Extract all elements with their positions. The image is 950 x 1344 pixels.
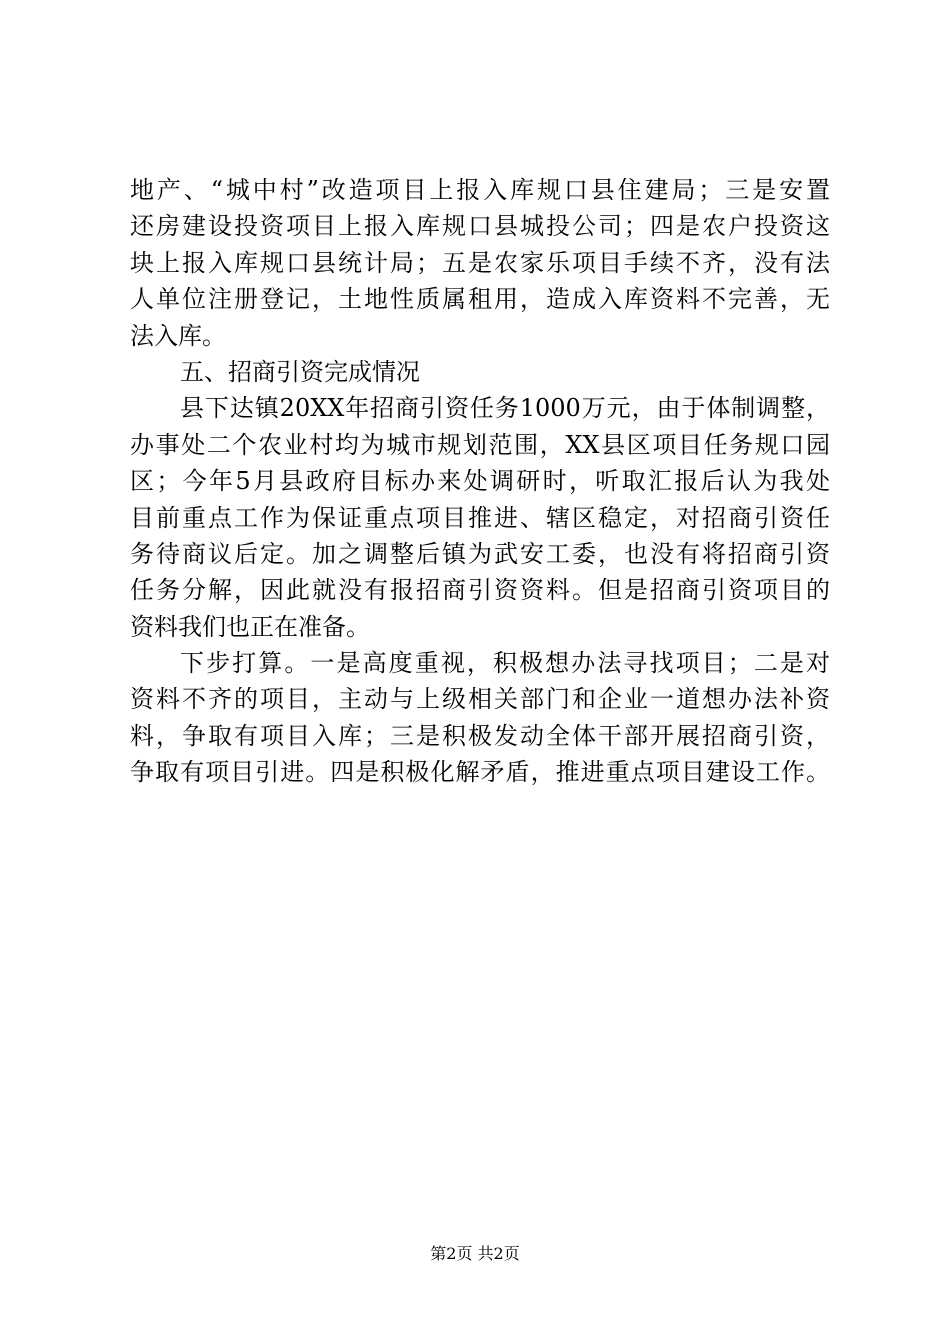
text-line: 料，争取有项目入库；三是积极发动全体干部开展招商引资， <box>130 721 830 750</box>
text-line: 地产、“城中村”改造项目上报入库规口县住建局；三是安置 <box>130 176 830 204</box>
text-line: 块上报入库规口县统计局；五是农家乐项目手续不齐，没有法 <box>130 248 830 277</box>
text-line: 资料我们也正在准备。 <box>130 612 370 641</box>
text-line: 争取有项目引进。四是积极化解矛盾，推进重点项目建设工作。 <box>130 758 830 787</box>
page-footer: 第2页 共2页 <box>430 1244 520 1263</box>
text-line: 还房建设投资项目上报入库规口县城投公司；四是农户投资这 <box>130 212 830 241</box>
text-line: 人单位注册登记，土地性质属租用，造成入库资料不完善，无 <box>130 285 830 314</box>
text-line: 目前重点工作为保证重点项目推进、辖区稳定，对招商引资任 <box>130 503 830 532</box>
text-line: 办事处二个农业村均为城市规划范围，XX县区项目任务规口园 <box>130 430 830 459</box>
text-line: 法入库。 <box>130 321 226 350</box>
document-body <box>130 172 830 791</box>
text-line: 下步打算。一是高度重视，积极想办法寻找项目；二是对 <box>180 649 830 678</box>
text-line: 任务分解，因此就没有报招商引资资料。但是招商引资项目的 <box>130 576 830 605</box>
text-line: 县下达镇20XX年招商引资任务1000万元，由于体制调整， <box>180 394 830 423</box>
text-line: 务待商议后定。加之调整后镇为武安工委，也没有将招商引资 <box>130 539 830 568</box>
text-line: 资料不齐的项目，主动与上级相关部门和企业一道想办法补资 <box>130 685 830 714</box>
text-line: 区；今年5月县政府目标办来处调研时，听取汇报后认为我处 <box>130 467 830 496</box>
section-heading: 五、招商引资完成情况 <box>180 357 420 386</box>
